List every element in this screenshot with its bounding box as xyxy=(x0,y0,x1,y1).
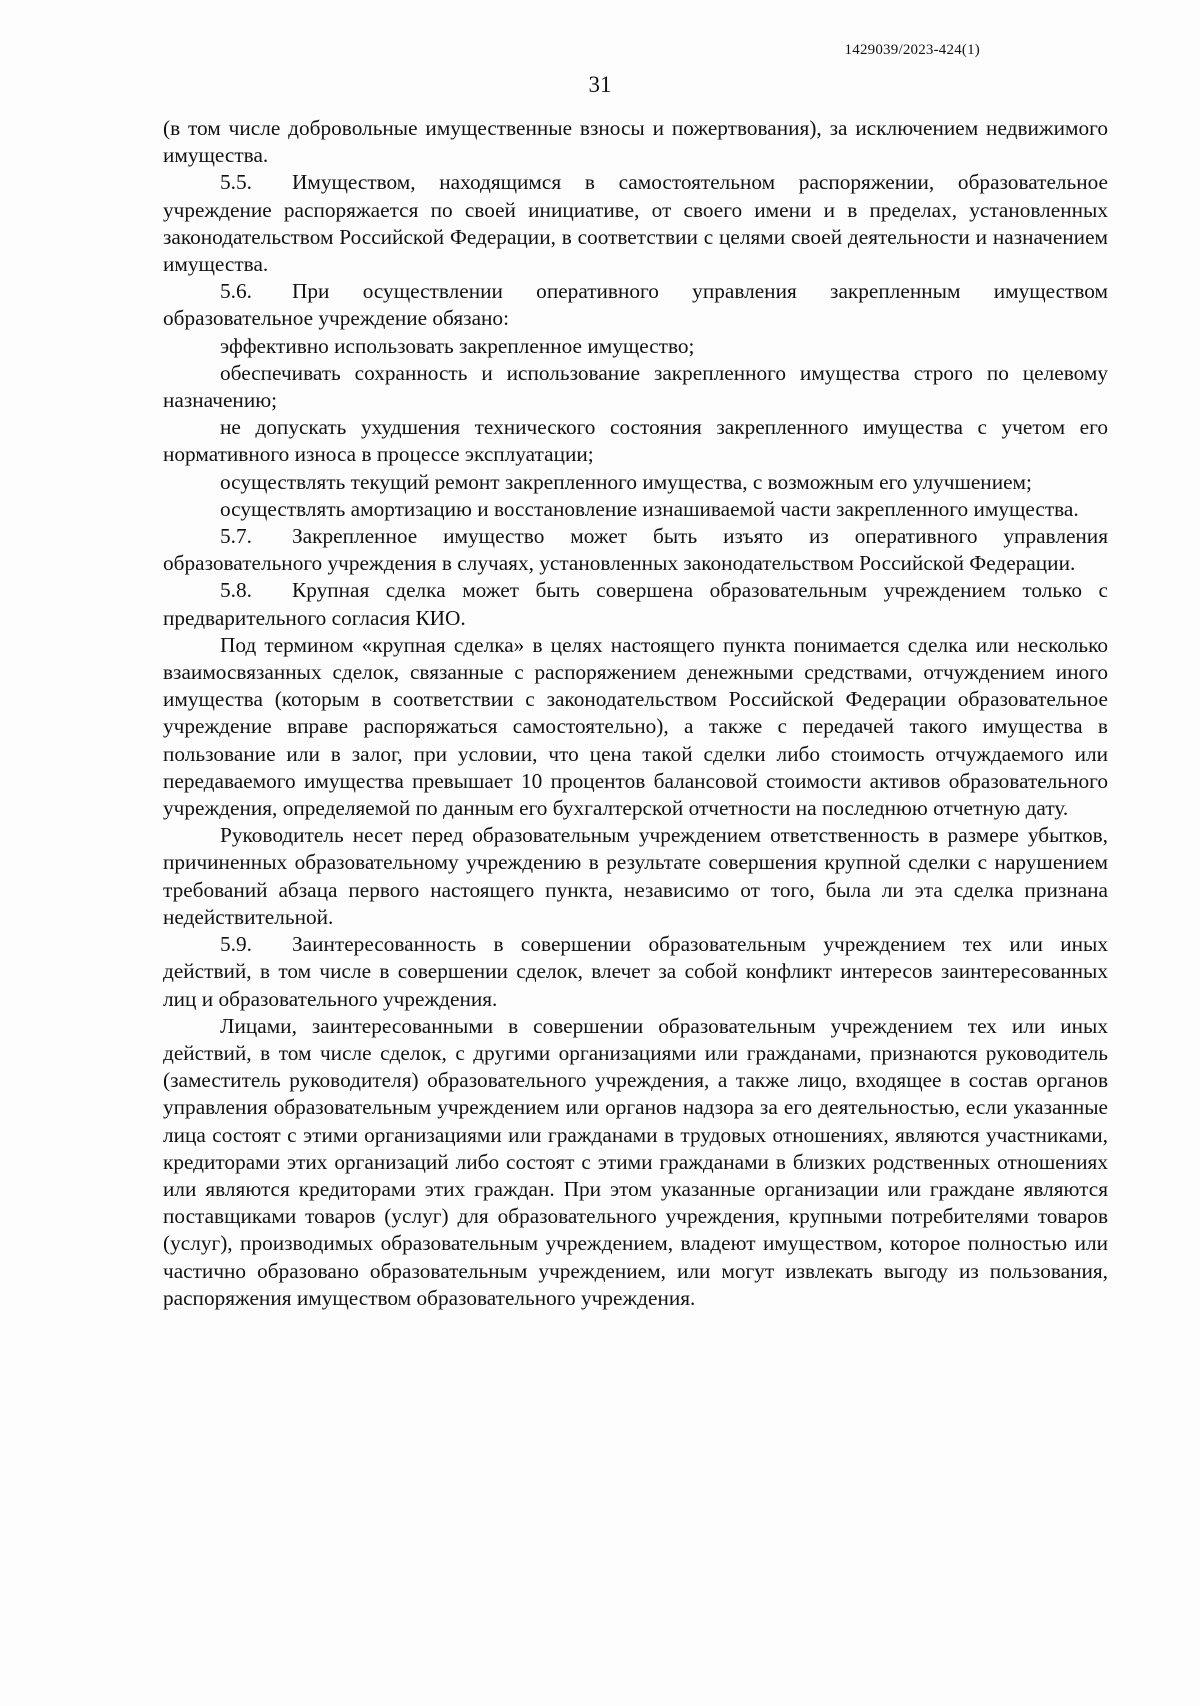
paragraph xyxy=(163,1013,1108,1312)
paragraph-text: Крупная сделка может быть совершена образовательным учреждением только с предварительного согласия КИО. xyxy=(163,578,1108,630)
paragraph-5-7 xyxy=(163,523,1108,577)
section-number: 5.8. xyxy=(220,578,252,603)
paragraph-text: Заинтересованность в совершении образовательным учреждением тех или иных действий, в том числе в совершении сделок, влечет за собой конфликт интересов заинтересованных лиц и образовательного учреждения. xyxy=(163,932,1108,1011)
paragraph xyxy=(163,822,1108,931)
paragraph-5-6 xyxy=(163,278,1108,332)
paragraph xyxy=(163,414,1108,468)
paragraph-text: При осуществлении оперативного управления закрепленным имуществом образовательное учреждение обязано: xyxy=(163,279,1108,331)
document-body xyxy=(163,115,1108,1312)
section-number: 5.7. xyxy=(220,524,252,549)
paragraph xyxy=(163,496,1108,523)
paragraph-5-8 xyxy=(163,577,1108,631)
paragraph-5-5 xyxy=(163,169,1108,278)
paragraph-text: (в том числе добровольные имущественные взносы и пожертвования), за исключением недвижимого имущества. xyxy=(163,116,1108,168)
paragraph xyxy=(163,333,1108,360)
paragraph xyxy=(163,469,1108,496)
paragraph-text: осуществлять текущий ремонт закрепленного имущества, с возможным его улучшением; xyxy=(220,469,1032,494)
paragraph-text: Лицами, заинтересованными в совершении образовательным учреждением тех или иных действий, в том числе сделок, с другими организациями или гражданами, признаются руководитель (заместитель руководителя) образовательного учреждения, а также лицо, входящее в состав органов управления образовательным учреждением или органов надзора за его деятельностью, если указанные лица состоят с этими организациями или гражданами в трудовых отношениях, являются участниками, кредиторами этих организаций либо состоят с этими гражданами в близких родственных отношениях или являются кредиторами этих граждан. При этом указанные организации или граждане являются поставщиками товаров (услуг) для образовательного учреждения, крупными потребителями товаров (услуг), производимых образовательным учреждением, владеют имуществом, которое полностью или частично образовано образовательным учреждением, или могут извлекать выгоду из пользования, распоряжения имуществом образовательного учреждения. xyxy=(163,1013,1108,1310)
paragraph xyxy=(163,115,1108,169)
paragraph xyxy=(163,360,1108,414)
paragraph-text: Имуществом, находящимся в самостоятельном распоряжении, образовательное учреждение распоряжается по своей инициативе, от своего имени и в пределах, установленных законодательством Российской Федерации, в соответствии с целями своей деятельности и назначением имущества. xyxy=(163,170,1108,277)
section-number: 5.9. xyxy=(220,932,252,957)
paragraph-text: Закрепленное имущество может быть изъято из оперативного управления образовательного учреждения в случаях, установленных законодательством Российской Федерации. xyxy=(163,524,1108,576)
paragraph-text: Под термином «крупная сделка» в целях настоящего пункта понимается сделка или несколько взаимосвязанных сделок, связанные с распоряжением денежными средствами, отчуждением иного имущества (которым в соответствии с законодательством Российской Федерации образовательное учреждение вправе распоряжаться самостоятельно), а также с передачей такого имущества в пользование или в залог, при условии, что цена такой сделки либо стоимость отчуждаемого или передаваемого имущества превышает 10 процентов балансовой стоимости активов образовательного учреждения, определяемой по данным его бухгалтерской отчетности на последнюю отчетную дату. xyxy=(163,632,1108,821)
paragraph-text: осуществлять амортизацию и восстановление изнашиваемой части закрепленного имущества. xyxy=(220,496,1079,521)
paragraph-text: Руководитель несет перед образовательным учреждением ответственность в размере убытков, причиненных образовательному учреждению в результате совершения крупной сделки с нарушением требований абзаца первого настоящего пункта, независимо от того, была ли эта сделка признана недействительной. xyxy=(163,823,1108,929)
section-number: 5.5. xyxy=(220,170,252,195)
page-number: 31 xyxy=(588,72,612,97)
section-number: 5.6. xyxy=(220,279,252,304)
document-number: 1429039/2023-424(1) xyxy=(844,42,980,58)
paragraph-text: не допускать ухудшения технического состояния закрепленного имущества с учетом его нормативного износа в процессе эксплуатации; xyxy=(163,415,1108,467)
paragraph-text: обеспечивать сохранность и использование закрепленного имущества строго по целевому назначению; xyxy=(163,360,1108,413)
paragraph-5-9 xyxy=(163,931,1108,1013)
paragraph xyxy=(163,632,1108,822)
paragraph-text: эффективно использовать закрепленное имущество; xyxy=(220,333,695,358)
